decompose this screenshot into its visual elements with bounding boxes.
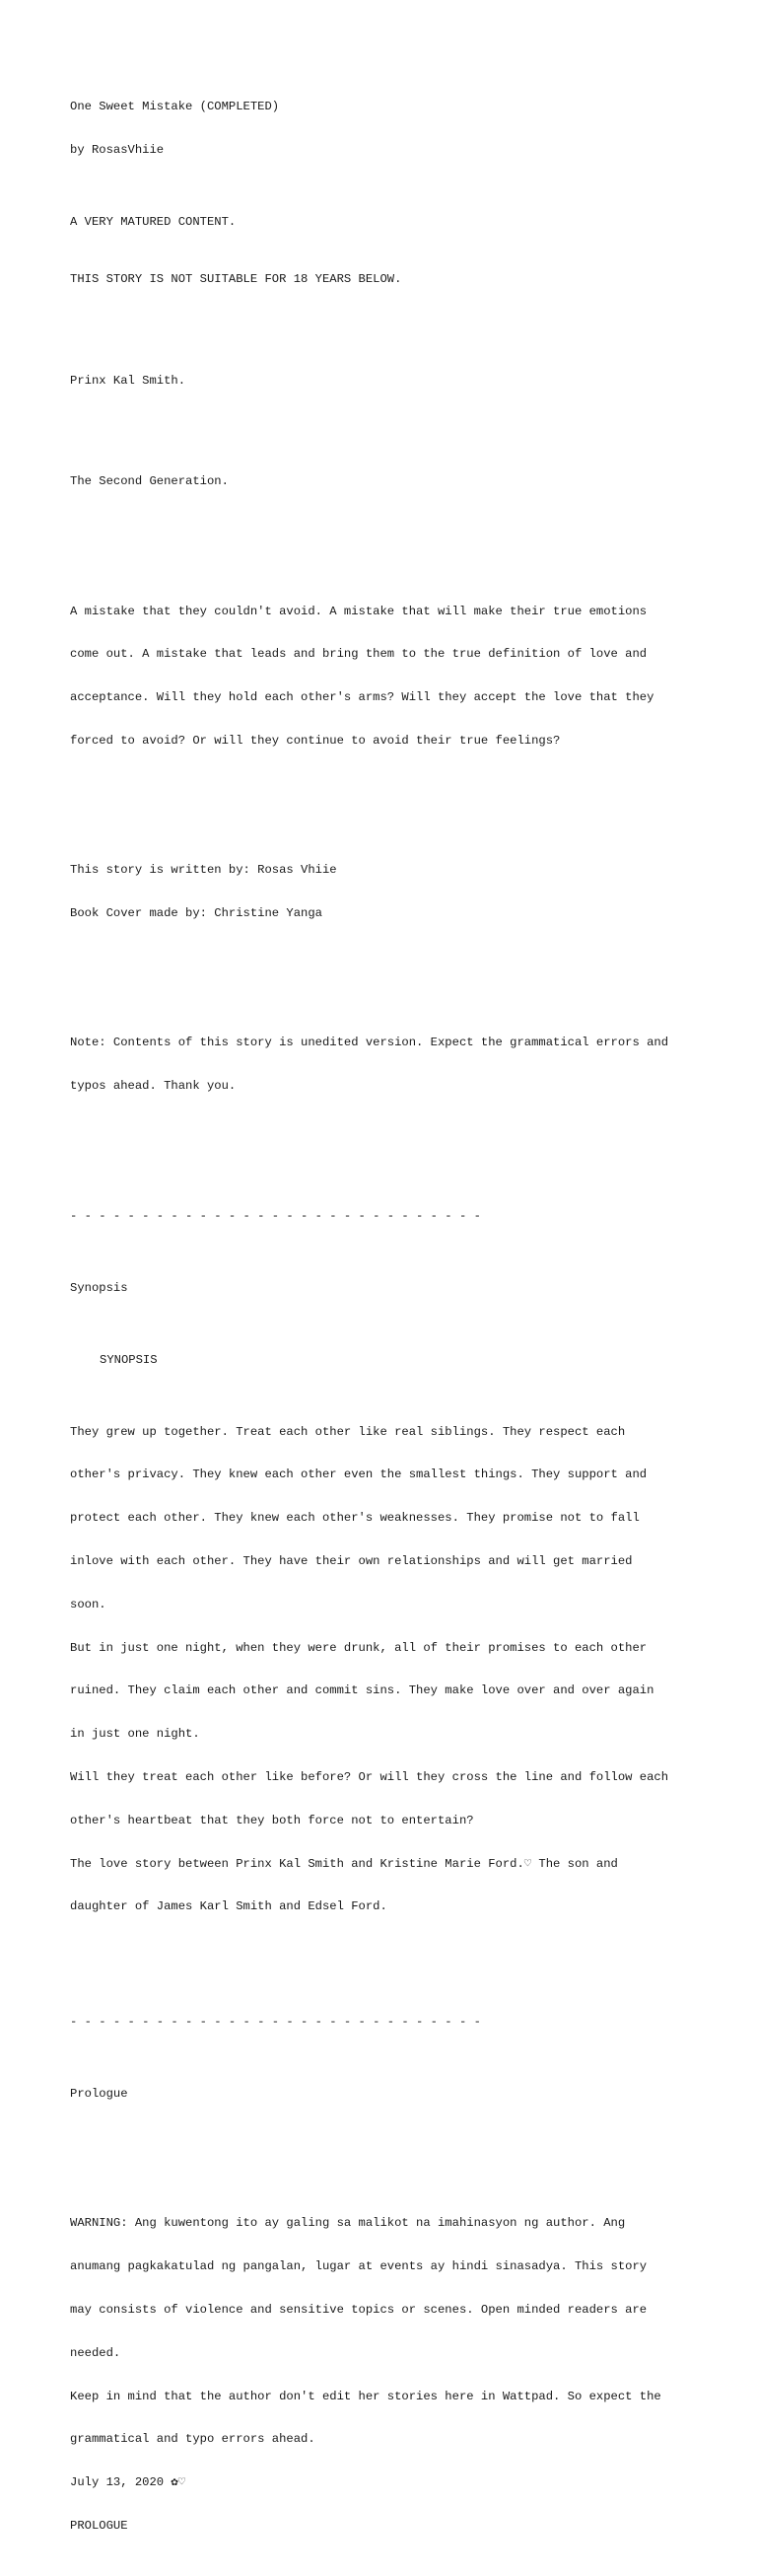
synopsis-body: [70, 1396, 701, 1944]
generation-label: The Second Generation.: [70, 474, 229, 489]
character-name: Prinx Kal Smith.: [70, 373, 186, 388]
prologue-body: [70, 2187, 701, 2561]
cover-by: Book Cover made by: Christine Yanga: [70, 906, 322, 921]
synopsis-subheading: SYNOPSIS: [100, 1352, 158, 1367]
blurb-paragraph: [70, 575, 701, 776]
section-divider: - - - - - - - - - - - - - - - - - - - - - - - - - - - - -: [70, 1208, 481, 1223]
prologue-line: anumang pagkakatulad ng pangalan, lugar at events ay hindi sinasadya. This story: [70, 2259, 648, 2274]
prologue-line: grammatical and typo errors ahead.: [70, 2432, 315, 2447]
credits-block: [70, 834, 701, 950]
blurb-line: forced to avoid? Or will they continue to avoid their true feelings?: [70, 733, 561, 748]
story-author: by RosasVhiie: [70, 142, 165, 157]
prologue-line: needed.: [70, 2345, 121, 2360]
synopsis-line: soon.: [70, 1597, 106, 1611]
synopsis-line: inlove with each other. They have their own relationships and will get married: [70, 1554, 633, 1569]
document-page: [70, 71, 701, 2576]
synopsis-line: ruined. They claim each other and commit sins. They make love over and over again: [70, 1683, 654, 1698]
section-divider: - - - - - - - - - - - - - - - - - - - - - - - - - - - - -: [70, 2014, 481, 2029]
blurb-line: acceptance. Will they hold each other's arms? Will they accept the love that they: [70, 690, 654, 705]
synopsis-line: other's privacy. They knew each other even the smallest things. They support and: [70, 1467, 648, 1482]
prologue-line: WARNING: Ang kuwentong ito ay galing sa malikot na imahinasyon ng author. Ang: [70, 2216, 626, 2231]
synopsis-line: daughter of James Karl Smith and Edsel Ford.: [70, 1899, 387, 1914]
mature-warning: A VERY MATURED CONTENT.: [70, 214, 237, 229]
synopsis-line: other's heartbeat that they both force not to entertain?: [70, 1813, 474, 1827]
prologue-heading: Prologue: [70, 2086, 128, 2101]
note-paragraph: [70, 1007, 701, 1122]
written-by: This story is written by: Rosas Vhiie: [70, 863, 337, 878]
prologue-line: Keep in mind that the author don't edit her stories here in Wattpad. So expect the: [70, 2389, 661, 2403]
synopsis-line: The love story between Prinx Kal Smith and Kristine Marie Ford.♡ The son and: [70, 1856, 618, 1871]
note-line: typos ahead. Thank you.: [70, 1079, 237, 1094]
prologue-date: July 13, 2020 ✿♡: [70, 2475, 186, 2490]
story-title: One Sweet Mistake (COMPLETED): [70, 100, 280, 114]
synopsis-line: protect each other. They knew each other's weaknesses. They promise not to fall: [70, 1511, 640, 1526]
blurb-line: A mistake that they couldn't avoid. A mistake that will make their true emotions: [70, 604, 648, 618]
age-warning: THIS STORY IS NOT SUITABLE FOR 18 YEARS BELOW.: [70, 272, 402, 287]
prologue-title: PROLOGUE: [70, 2518, 128, 2533]
synopsis-heading: Synopsis: [70, 1280, 128, 1295]
synopsis-line: in just one night.: [70, 1727, 200, 1742]
synopsis-line: They grew up together. Treat each other like real siblings. They respect each: [70, 1424, 626, 1439]
prologue-line: may consists of violence and sensitive topics or scenes. Open minded readers are: [70, 2302, 648, 2317]
synopsis-line: Will they treat each other like before? Or will they cross the line and follow each: [70, 1769, 669, 1784]
note-line: Note: Contents of this story is unedited version. Expect the grammatical errors and: [70, 1036, 669, 1050]
synopsis-line: But in just one night, when they were drunk, all of their promises to each other: [70, 1640, 648, 1655]
blurb-line: come out. A mistake that leads and bring them to the true definition of love and: [70, 647, 648, 662]
